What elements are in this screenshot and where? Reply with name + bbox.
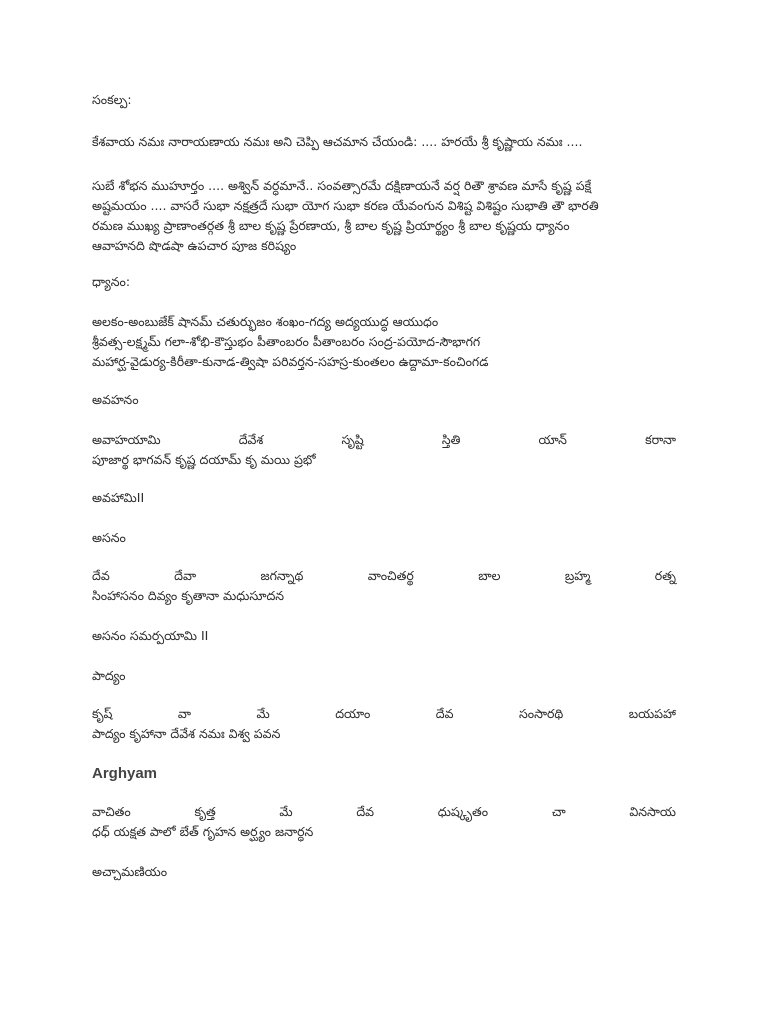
verse-word: దేవ (435, 706, 454, 721)
dhyanam-line: మహార్ఘ-వైడుర్య-కిరీతా-కునాడ-త్విషా పరివర్తన-సహస్ర-కుంతలం ఉద్దామా-కంచింగడ (92, 354, 489, 369)
verse-word: వాచితం (92, 804, 131, 819)
justified-line (92, 704, 676, 724)
sankalpa-line: రమణ ముఖ్య ప్రాణాంతర్గత శ్రీ బాల కృష్ణ ప్రేరణాయ, శ్రీ బాల కృష్ణ ప్రియార్థ్యం శ్రీ బాల కృష్ణయ ధ్యానం (92, 218, 570, 233)
sankalpa-line: సుబే శోభన ముహూర్తం .... అశ్విన్ వర్ధమానే.. సంవత్సారమే దక్షిణాయనే వర్ష రితౌ శ్రావణ మాసే కృష్ణ పక్షే (92, 178, 592, 193)
asanam-samarpayami: అసనం సమర్పయామి II (92, 628, 209, 643)
verse-word: దేవా (174, 568, 197, 583)
dhyanam-line: అలకం-అంబుజేక్ షానమ్ చతుర్భుజం శంఖం-గద్య అద్యయుద్ధ ఆయుధం (92, 314, 439, 329)
verse-word: మే (279, 804, 293, 819)
sankalpa-paragraph (92, 176, 676, 256)
asanam-heading: అసనం (92, 530, 126, 545)
verse-word: బయపహా (628, 706, 676, 721)
verse-word: దయాం (335, 706, 371, 721)
sankalpa-line: అష్టమయం .... వాసరే సుభా నక్షత్రదే సుభా యోగ సుభా కరణ యేవంగున విశిష్ట విశిష్టం సుభాతి తౌ భారతి (92, 198, 599, 213)
verse-word: రత్న (654, 568, 676, 583)
kesavaya-line: కేశవాయ నమః నారాయణాయ నమః అని చెప్పి ఆచమాన చేయండి: .... హరయే శ్రీ కృష్ణాయ నమః .... (92, 134, 583, 149)
verse-word: దేవ (92, 568, 110, 583)
verse-word: దేవ (356, 804, 375, 819)
verse-word: సృష్టి (341, 432, 364, 447)
verse-word: సంసారథి (518, 706, 564, 721)
asanam-verse (92, 566, 676, 606)
verse-word: వా (177, 706, 192, 721)
verse-word: వాంచితర్థ (367, 568, 414, 583)
dhyanam-line: శ్రీవత్స-లక్ష్మమ్ గలా-శోభి-కౌస్తుభం పీతాంబరం పీతాంబరం సంద్ర-పయోద-సౌభాగగ (92, 334, 481, 349)
avahanam-verse (92, 430, 676, 470)
sankalpa-heading: సంకల్ప: (92, 92, 132, 107)
padyam-verse (92, 704, 676, 744)
verse-line: పాద్యం కృహానా దేవేశ నమః విశ్వ పవన (92, 726, 281, 741)
verse-word: ధుష్కృతం (437, 804, 489, 819)
avahanam-heading: అవహనం (92, 392, 139, 407)
verse-line: ధధ్ యక్షత పాలో బేత్ గృహన అర్ఘ్యం జనార్ధన (92, 824, 314, 839)
avahayami-line: అవహామిII (92, 490, 145, 505)
verse-word: బ్రహ్మ (564, 568, 591, 583)
justified-line (92, 802, 676, 822)
achamaniyam-heading: అచ్చామణియం (92, 864, 168, 879)
verse-word: జగన్నాథ (260, 568, 304, 583)
dhyanam-paragraph (92, 312, 676, 372)
verse-word: వినసాయ (629, 804, 676, 819)
dhyanam-heading: ధ్యానం: (92, 274, 131, 289)
justified-line (92, 430, 676, 450)
padyam-heading: పాద్యం (92, 668, 126, 683)
verse-word: చా (551, 804, 566, 819)
justified-line (92, 566, 676, 586)
verse-word: స్తితి (441, 432, 461, 447)
verse-word: అవాహయామి (92, 432, 161, 447)
verse-word: బాల (478, 568, 501, 583)
verse-word: దేవేశ (238, 432, 264, 447)
verse-word: కృష్ (92, 706, 113, 721)
verse-line: సింహాసనం దివ్యం కృతానా మధుసూదన (92, 588, 285, 603)
verse-word: కరానా (645, 432, 676, 447)
verse-line: పూజార్థ భాగవన్ కృష్ణ దయామ్ కృ మయి ప్రభో (92, 452, 316, 467)
arghyam-verse (92, 802, 676, 842)
verse-word: మే (256, 706, 270, 721)
sankalpa-line: ఆవాహనది షొడషా ఉపచార పూజ కరిష్యం (92, 238, 297, 253)
verse-word: యాన్ (538, 432, 567, 447)
arghyam-heading: Arghyam (92, 765, 158, 782)
verse-word: కృత్త (194, 804, 216, 819)
